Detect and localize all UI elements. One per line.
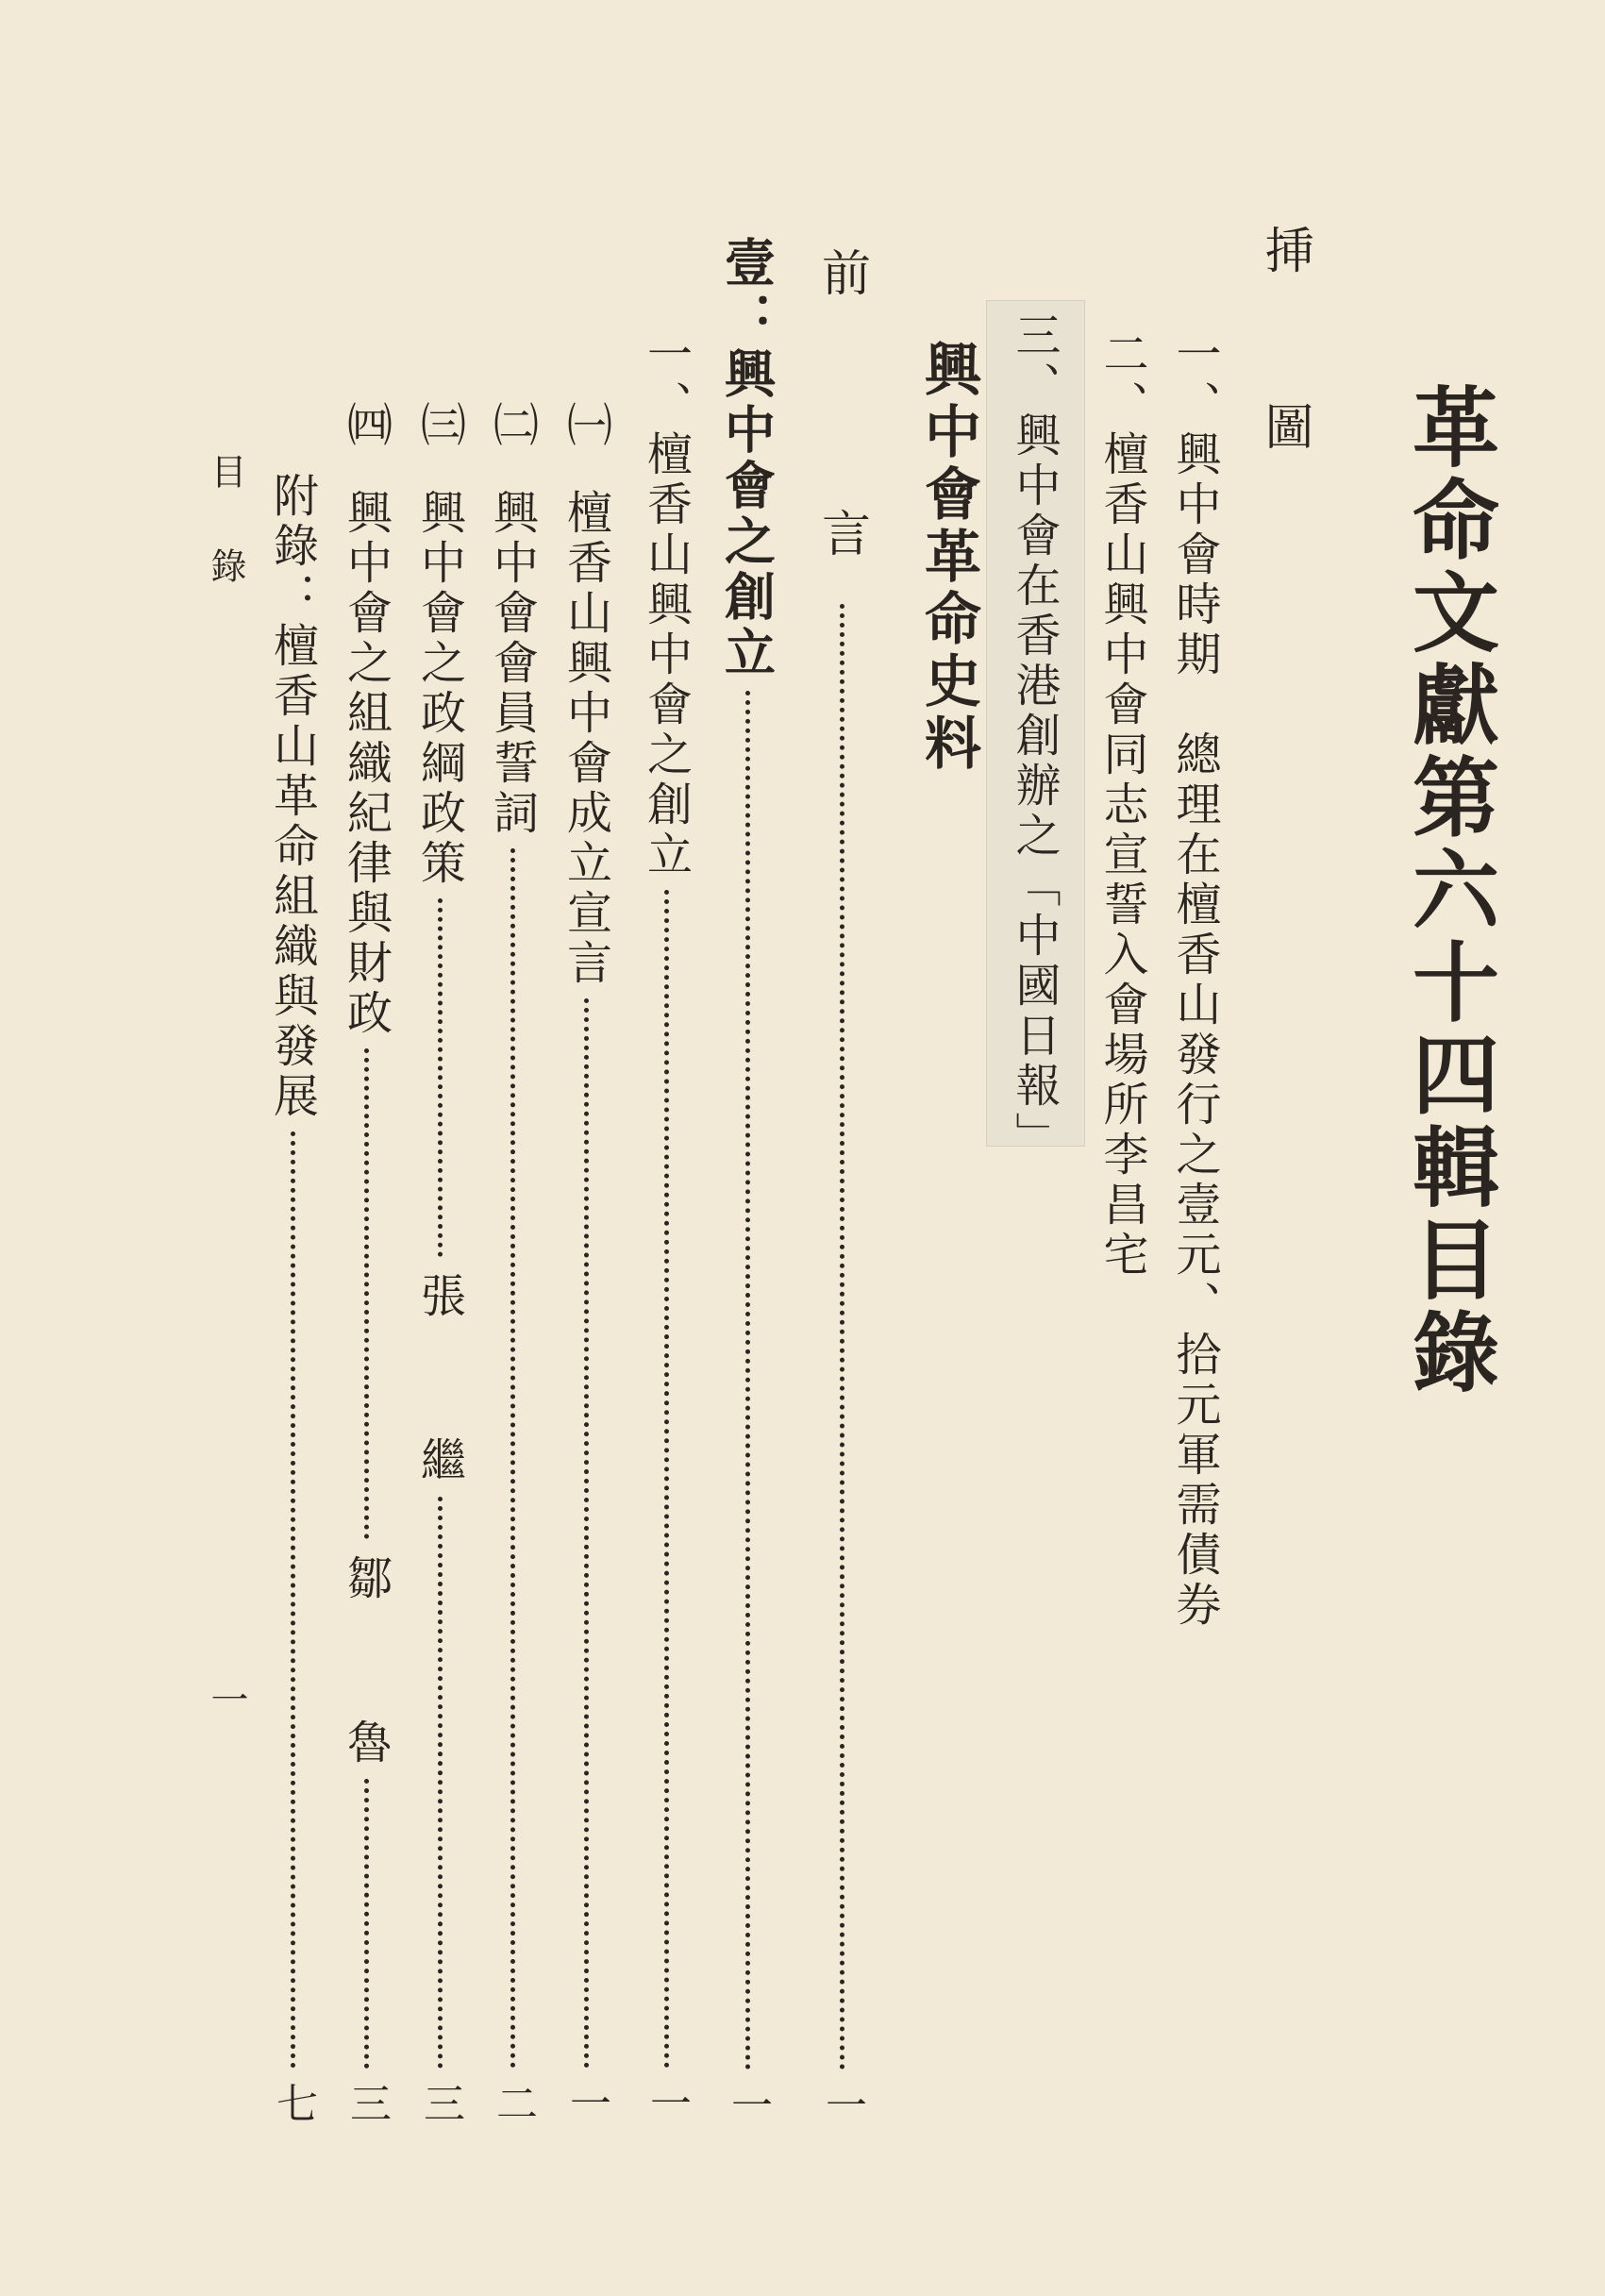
dot-leader [664, 890, 669, 2069]
illustration-item-3: 三、興中會在香港創辦之「中國日報」 [1008, 311, 1061, 1162]
illustration-item-2: 二、檀香山興中會同志宣誓入會場所李昌宅 [1095, 330, 1148, 1281]
entry-marker: ㈣ [339, 401, 393, 451]
page-number: 二 [489, 2082, 537, 2123]
entry-marker: ㈢ [412, 401, 466, 451]
section-title: 興中會革命史料 [915, 340, 981, 776]
dot-leader [510, 848, 515, 2069]
entry-label: 興中會會員誓詞 [485, 489, 539, 839]
toc-entry-preface[interactable] [813, 247, 870, 2125]
page-number: 三 [343, 2082, 391, 2123]
illustrations-heading-2: 圖 [1256, 401, 1312, 450]
entry-marker: ㈠ [559, 401, 612, 451]
footer-page-number: 一 [205, 1680, 248, 1718]
document-title: 革命文獻第六十四輯目錄 [1398, 382, 1500, 1399]
toc-entry-chapter-1[interactable] [638, 330, 694, 2123]
author-name: 張 [412, 1272, 466, 1317]
entry-label: 一、檀香山興中會之創立 [639, 330, 693, 880]
dot-leader [364, 1048, 369, 1539]
entry-label: 檀香山興中會成立宣言 [559, 489, 612, 989]
illustration-item-1: 一、興中會時期 總理在檀香山發行之壹元、拾元軍需債券 [1168, 330, 1221, 1631]
dot-leader [840, 604, 844, 2070]
toc-entry-part-1[interactable] [716, 236, 777, 2125]
page-number: 一 [724, 2084, 772, 2125]
toc-entry-appendix[interactable] [264, 472, 321, 2123]
author-name: 魯 [339, 1718, 393, 1764]
entry-label: 前 言 [812, 247, 870, 595]
entry-label: 壹：興中會之創立 [716, 236, 777, 681]
illustrations-heading-1: 挿 [1256, 225, 1312, 274]
page-number: 一 [562, 2082, 610, 2123]
dot-leader [364, 1779, 369, 2069]
dot-leader [745, 691, 750, 2070]
page-number: 一 [643, 2082, 691, 2123]
page-number: 一 [818, 2084, 866, 2125]
entry-marker: ㈡ [485, 401, 539, 451]
page-number: 七 [269, 2082, 317, 2123]
footer-label-1: 目 [205, 453, 246, 489]
dot-leader [584, 998, 589, 2069]
dot-leader [438, 1497, 443, 2069]
entry-label: 興中會之政綱政策 [412, 489, 466, 889]
page-number: 三 [416, 2082, 464, 2123]
toc-entry-sub-1[interactable] [558, 401, 614, 2123]
entry-label: 興中會之組織紀律與財政 [339, 489, 393, 1039]
dot-leader [438, 898, 443, 1257]
toc-entry-sub-3[interactable] [411, 401, 468, 2123]
toc-entry-sub-4[interactable] [338, 401, 394, 2123]
author-name: 繼 [412, 1436, 466, 1482]
author-name: 鄒 [339, 1554, 393, 1600]
toc-entry-sub-2[interactable] [484, 401, 541, 2123]
entry-label: 附錄：檀香山革命組織與發展 [265, 472, 319, 1122]
dot-leader [291, 1131, 295, 2069]
footer-label-2: 錄 [205, 547, 246, 583]
